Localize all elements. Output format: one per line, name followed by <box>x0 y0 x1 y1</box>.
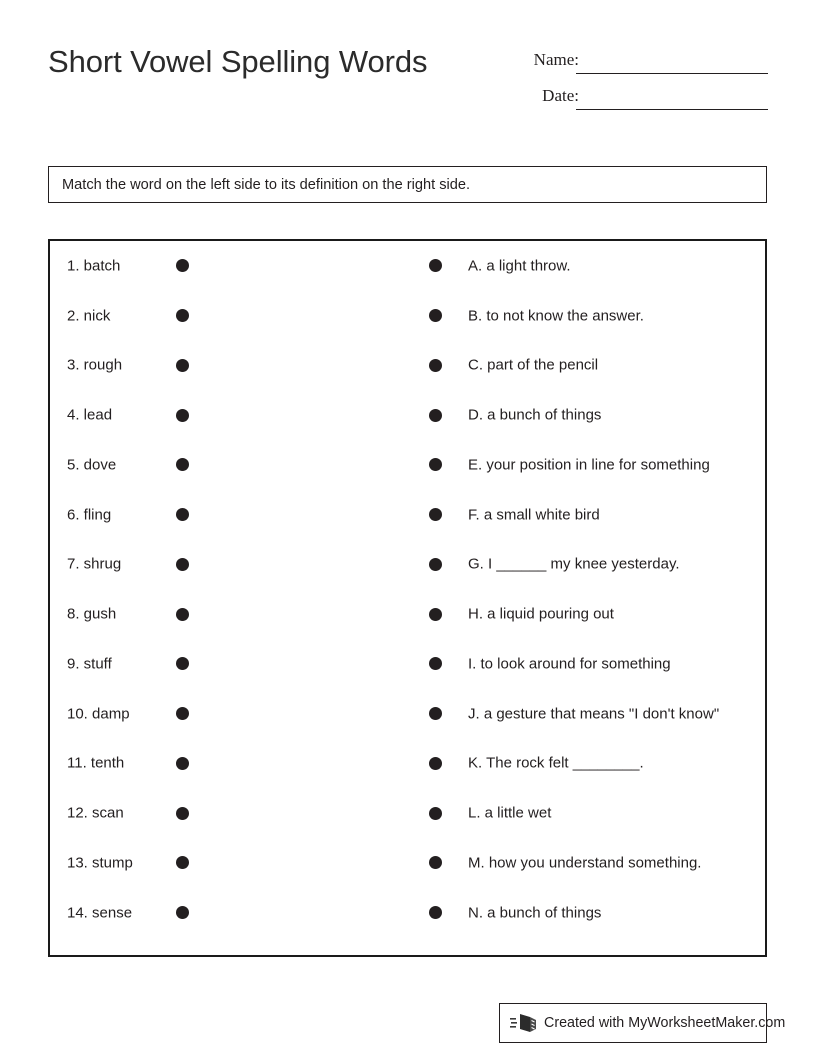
word-label: 1. batch <box>67 257 121 275</box>
definition-match-dot[interactable] <box>429 259 442 272</box>
page-title: Short Vowel Spelling Words <box>48 44 428 79</box>
word-label: 2. nick <box>67 307 111 325</box>
definition-match-dot[interactable] <box>429 558 442 571</box>
instruction-box <box>48 166 767 203</box>
word-match-dot[interactable] <box>176 906 189 919</box>
word-match-dot[interactable] <box>176 309 189 322</box>
definition-match-dot[interactable] <box>429 856 442 869</box>
word-match-dot[interactable] <box>176 359 189 372</box>
word-match-dot[interactable] <box>176 409 189 422</box>
word-match-dot[interactable] <box>176 856 189 869</box>
definition-label: C. part of the pencil <box>468 356 599 374</box>
definition-match-dot[interactable] <box>429 409 442 422</box>
definition-cell <box>380 788 765 838</box>
word-cell <box>50 739 380 789</box>
word-label: 3. rough <box>67 356 123 374</box>
date-input-line[interactable] <box>576 109 768 110</box>
word-match-dot[interactable] <box>176 707 189 720</box>
word-label: 8. gush <box>67 605 117 623</box>
word-cell <box>50 888 380 938</box>
worksheet-header <box>0 0 816 150</box>
word-cell <box>50 390 380 440</box>
word-match-dot[interactable] <box>176 458 189 471</box>
word-label: 14. sense <box>67 904 133 922</box>
definition-cell <box>380 739 765 789</box>
definition-cell <box>380 341 765 391</box>
matching-row <box>50 241 765 291</box>
definition-cell <box>380 390 765 440</box>
matching-row <box>50 888 765 938</box>
word-match-dot[interactable] <box>176 608 189 621</box>
definition-cell <box>380 589 765 639</box>
word-label: 4. lead <box>67 406 113 424</box>
name-label: Name: <box>533 50 579 69</box>
word-label: 7. shrug <box>67 555 122 573</box>
definition-cell <box>380 241 765 291</box>
word-label: 10. damp <box>67 705 130 723</box>
matching-rows <box>50 241 765 938</box>
definition-label: G. I ______ my knee yesterday. <box>468 555 680 573</box>
definition-label: K. The rock felt ________. <box>468 754 644 772</box>
word-match-dot[interactable] <box>176 757 189 770</box>
word-cell <box>50 341 380 391</box>
name-field-row <box>505 48 775 84</box>
word-match-dot[interactable] <box>176 558 189 571</box>
word-label: 13. stump <box>67 854 133 872</box>
definition-cell <box>380 689 765 739</box>
definition-match-dot[interactable] <box>429 608 442 621</box>
matching-row <box>50 689 765 739</box>
word-cell <box>50 490 380 540</box>
definition-cell <box>380 540 765 590</box>
matching-row <box>50 540 765 590</box>
word-cell <box>50 291 380 341</box>
word-match-dot[interactable] <box>176 807 189 820</box>
definition-label: N. a bunch of things <box>468 904 602 922</box>
definition-label: A. a light throw. <box>468 257 571 275</box>
definition-cell <box>380 838 765 888</box>
word-label: 6. fling <box>67 506 112 524</box>
matching-row <box>50 838 765 888</box>
footer-attribution-text: Created with MyWorksheetMaker.com <box>544 1015 786 1031</box>
definition-match-dot[interactable] <box>429 707 442 720</box>
word-cell <box>50 589 380 639</box>
definition-label: L. a little wet <box>468 804 552 822</box>
matching-row <box>50 390 765 440</box>
word-cell <box>50 689 380 739</box>
word-cell <box>50 788 380 838</box>
definition-match-dot[interactable] <box>429 359 442 372</box>
definition-match-dot[interactable] <box>429 309 442 322</box>
definition-label: I. to look around for something <box>468 655 671 673</box>
word-cell <box>50 540 380 590</box>
definition-match-dot[interactable] <box>429 458 442 471</box>
word-match-dot[interactable] <box>176 259 189 272</box>
definition-cell <box>380 291 765 341</box>
word-cell <box>50 838 380 888</box>
word-match-dot[interactable] <box>176 508 189 521</box>
word-label: 9. stuff <box>67 655 112 673</box>
date-field-row <box>505 84 775 120</box>
definition-cell <box>380 888 765 938</box>
matching-row <box>50 341 765 391</box>
definition-match-dot[interactable] <box>429 657 442 670</box>
matching-row <box>50 589 765 639</box>
definition-match-dot[interactable] <box>429 508 442 521</box>
name-date-group <box>505 48 775 120</box>
date-label: Date: <box>542 86 579 105</box>
instruction-text: Match the word on the left side to its definition on the right side. <box>62 176 471 193</box>
definition-label: D. a bunch of things <box>468 406 602 424</box>
definition-label: M. how you understand something. <box>468 854 702 872</box>
word-label: 5. dove <box>67 456 117 474</box>
definition-label: F. a small white bird <box>468 506 600 524</box>
matching-row <box>50 739 765 789</box>
definition-cell <box>380 639 765 689</box>
definition-match-dot[interactable] <box>429 807 442 820</box>
matching-row <box>50 440 765 490</box>
matching-row <box>50 788 765 838</box>
matching-exercise-box <box>48 239 767 957</box>
name-input-line[interactable] <box>576 73 768 74</box>
worksheet-maker-logo-icon <box>510 1011 540 1035</box>
definition-match-dot[interactable] <box>429 757 442 770</box>
definition-match-dot[interactable] <box>429 906 442 919</box>
word-match-dot[interactable] <box>176 657 189 670</box>
footer-attribution-badge[interactable] <box>499 1003 786 1043</box>
matching-row <box>50 490 765 540</box>
word-cell <box>50 440 380 490</box>
word-label: 12. scan <box>67 804 124 822</box>
word-cell <box>50 639 380 689</box>
word-label: 11. tenth <box>67 754 125 772</box>
matching-row <box>50 291 765 341</box>
definition-label: E. your position in line for something <box>468 456 710 474</box>
definition-label: J. a gesture that means "I don't know" <box>468 705 720 723</box>
definition-label: H. a liquid pouring out <box>468 605 614 623</box>
definition-cell <box>380 490 765 540</box>
definition-label: B. to not know the answer. <box>468 307 644 325</box>
word-cell <box>50 241 380 291</box>
matching-row <box>50 639 765 689</box>
definition-cell <box>380 440 765 490</box>
